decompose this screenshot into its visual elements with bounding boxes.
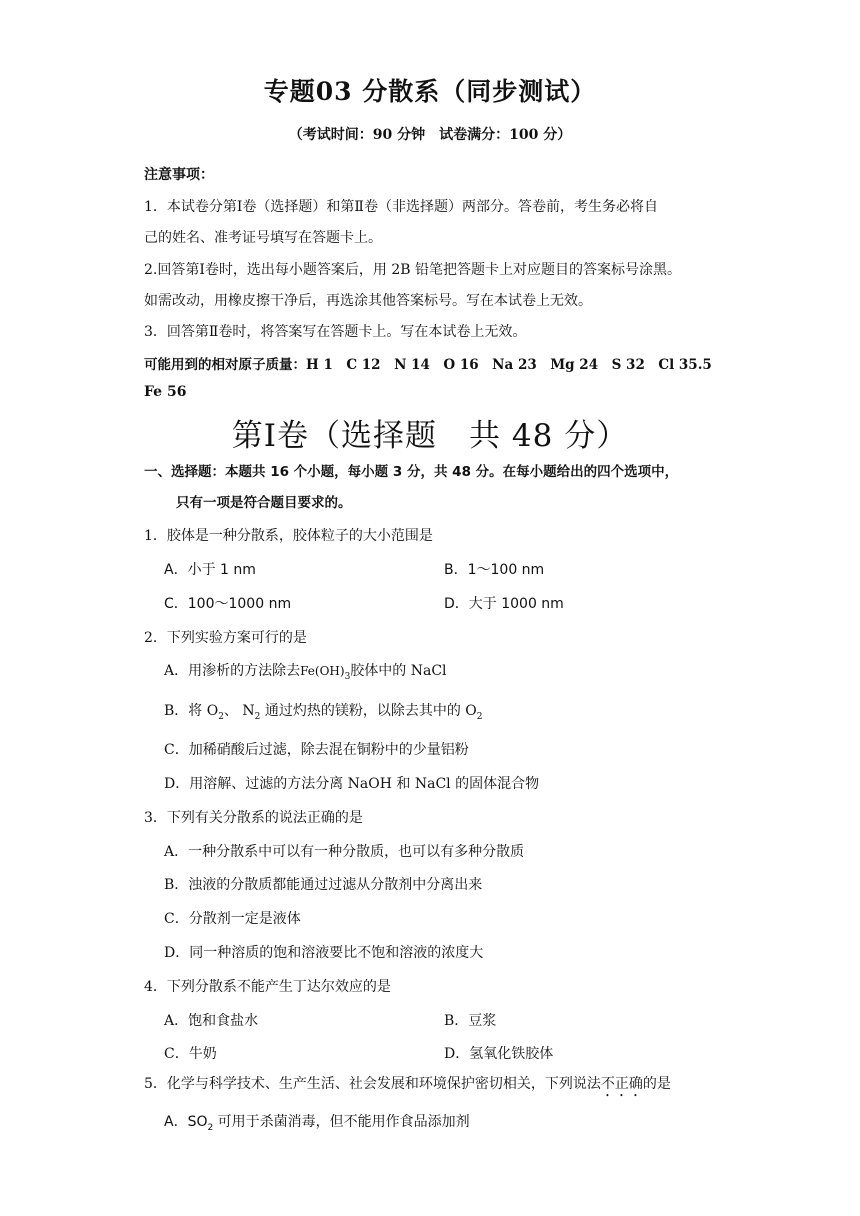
question-3-option-b: B．浊液的分散质都能通过过滤从分散剂中分离出来 (164, 877, 483, 893)
question-5-stem (144, 1073, 724, 1100)
question-1-option-b: B．1～100 nm (444, 562, 545, 578)
question-5-option-a-tail: 可用于杀菌消毒，但不能用作食品添加剂 (213, 1114, 470, 1130)
question-2-option-d: D．用溶解、过滤的方法分离 NaOH 和 NaCl 的固体混合物 (164, 776, 540, 792)
question-2-option-a-tail: 胶体中的 NaCl (350, 663, 447, 679)
question-4-option-d: D．氢氧化铁胶体 (444, 1046, 554, 1062)
section-instructions-line-1: 一、选择题：本题共 16 个小题，每小题 3 分，共 48 分。在每小题给出的四个选项中， (144, 464, 679, 480)
question-1-option-a: A．小于 1 nm (164, 562, 256, 578)
question-2-option-b (164, 700, 483, 722)
atomic-masses-line-2: Fe 56 (144, 384, 187, 400)
question-2-option-b-text: B．将 O (164, 703, 219, 719)
question-5-option-a (164, 1111, 470, 1133)
formula-subscript: 2 (207, 1122, 214, 1133)
question-3-option-a: A．一种分散系中可以有一种分散质，也可以有多种分散质 (164, 844, 525, 860)
section-title: 第Ⅰ卷（选择题 共 48 分） (231, 418, 629, 454)
note-item-2-line-2: 如需改动，用橡皮擦干净后，再选涂其他答案标号。写在本试卷上无效。 (144, 293, 592, 309)
question-2-stem: 2．下列实验方案可行的是 (144, 630, 307, 646)
question-3-option-d: D．同一种溶质的饱和溶液要比不饱和溶液的浓度大 (164, 945, 484, 961)
note-item-2-line-1: 2.回答第Ⅰ卷时，选出每小题答案后，用 2B 铅笔把答题卡上对应题目的答案标号涂黑。 (144, 262, 681, 278)
section-instructions-line-2: 只有一项是符合题目要求的。 (176, 495, 352, 511)
formula-fe-oh: Fe(OH) (300, 664, 345, 678)
notes-heading: 注意事项： (144, 167, 214, 183)
question-5-stem-text: 5．化学与科学技术、生产生活、社会发展和环境保护密切相关，下列说法 (144, 1076, 601, 1092)
exam-info: （考试时间：90 分钟 试卷满分：100 分） (288, 127, 572, 143)
question-1-stem: 1．胶体是一种分散系，胶体粒子的大小范围是 (144, 528, 433, 544)
note-item-1-line-2: 己的姓名、准考证号填写在答题卡上。 (144, 230, 382, 246)
question-2-option-b-text: 通过灼热的镁粉，以除去其中的 O (260, 703, 477, 719)
note-item-3: 3．回答第Ⅱ卷时，将答案写在答题卡上。写在本试卷上无效。 (144, 324, 527, 340)
question-5-emphasis: 不正确 (600, 1076, 643, 1092)
question-3-stem: 3．下列有关分散系的说法正确的是 (144, 810, 363, 826)
question-3-option-c: C．分散剂一定是液体 (164, 911, 301, 927)
question-1-option-d: D．大于 1000 nm (444, 596, 564, 612)
question-2-option-a (164, 660, 447, 682)
question-2-option-a-text: A．用渗析的方法除去 (164, 663, 301, 679)
question-4-option-c: C．牛奶 (164, 1046, 217, 1062)
question-2-option-b-text: 、 N (223, 703, 255, 719)
formula-subscript: 2 (218, 711, 224, 722)
formula-subscript: 2 (254, 711, 261, 722)
question-5-stem-tail: 的是 (642, 1076, 671, 1092)
formula-subscript: 3 (344, 671, 351, 682)
question-4-option-b: B．豆浆 (444, 1013, 497, 1029)
question-1-option-c: C．100～1000 nm (164, 596, 292, 612)
question-4-option-a: A．饱和食盐水 (164, 1013, 259, 1029)
page-title: 专题03 分散系（同步测试） (263, 77, 597, 106)
question-2-option-c: C．加稀硝酸后过滤，除去混在铜粉中的少量铝粉 (164, 742, 469, 758)
question-5-option-a-text: A．SO (164, 1114, 208, 1130)
atomic-masses-line-1: 可能用到的相对原子质量：H 1 C 12 N 14 O 16 Na 23 Mg 24 S 32 Cl 35.5 (144, 357, 712, 373)
question-4-stem: 4．下列分散系不能产生丁达尔效应的是 (144, 979, 391, 995)
note-item-1-line-1: 1．本试卷分第Ⅰ卷（选择题）和第Ⅱ卷（非选择题）两部分。答卷前，考生务必将自 (144, 199, 658, 215)
formula-subscript: 2 (476, 711, 483, 722)
